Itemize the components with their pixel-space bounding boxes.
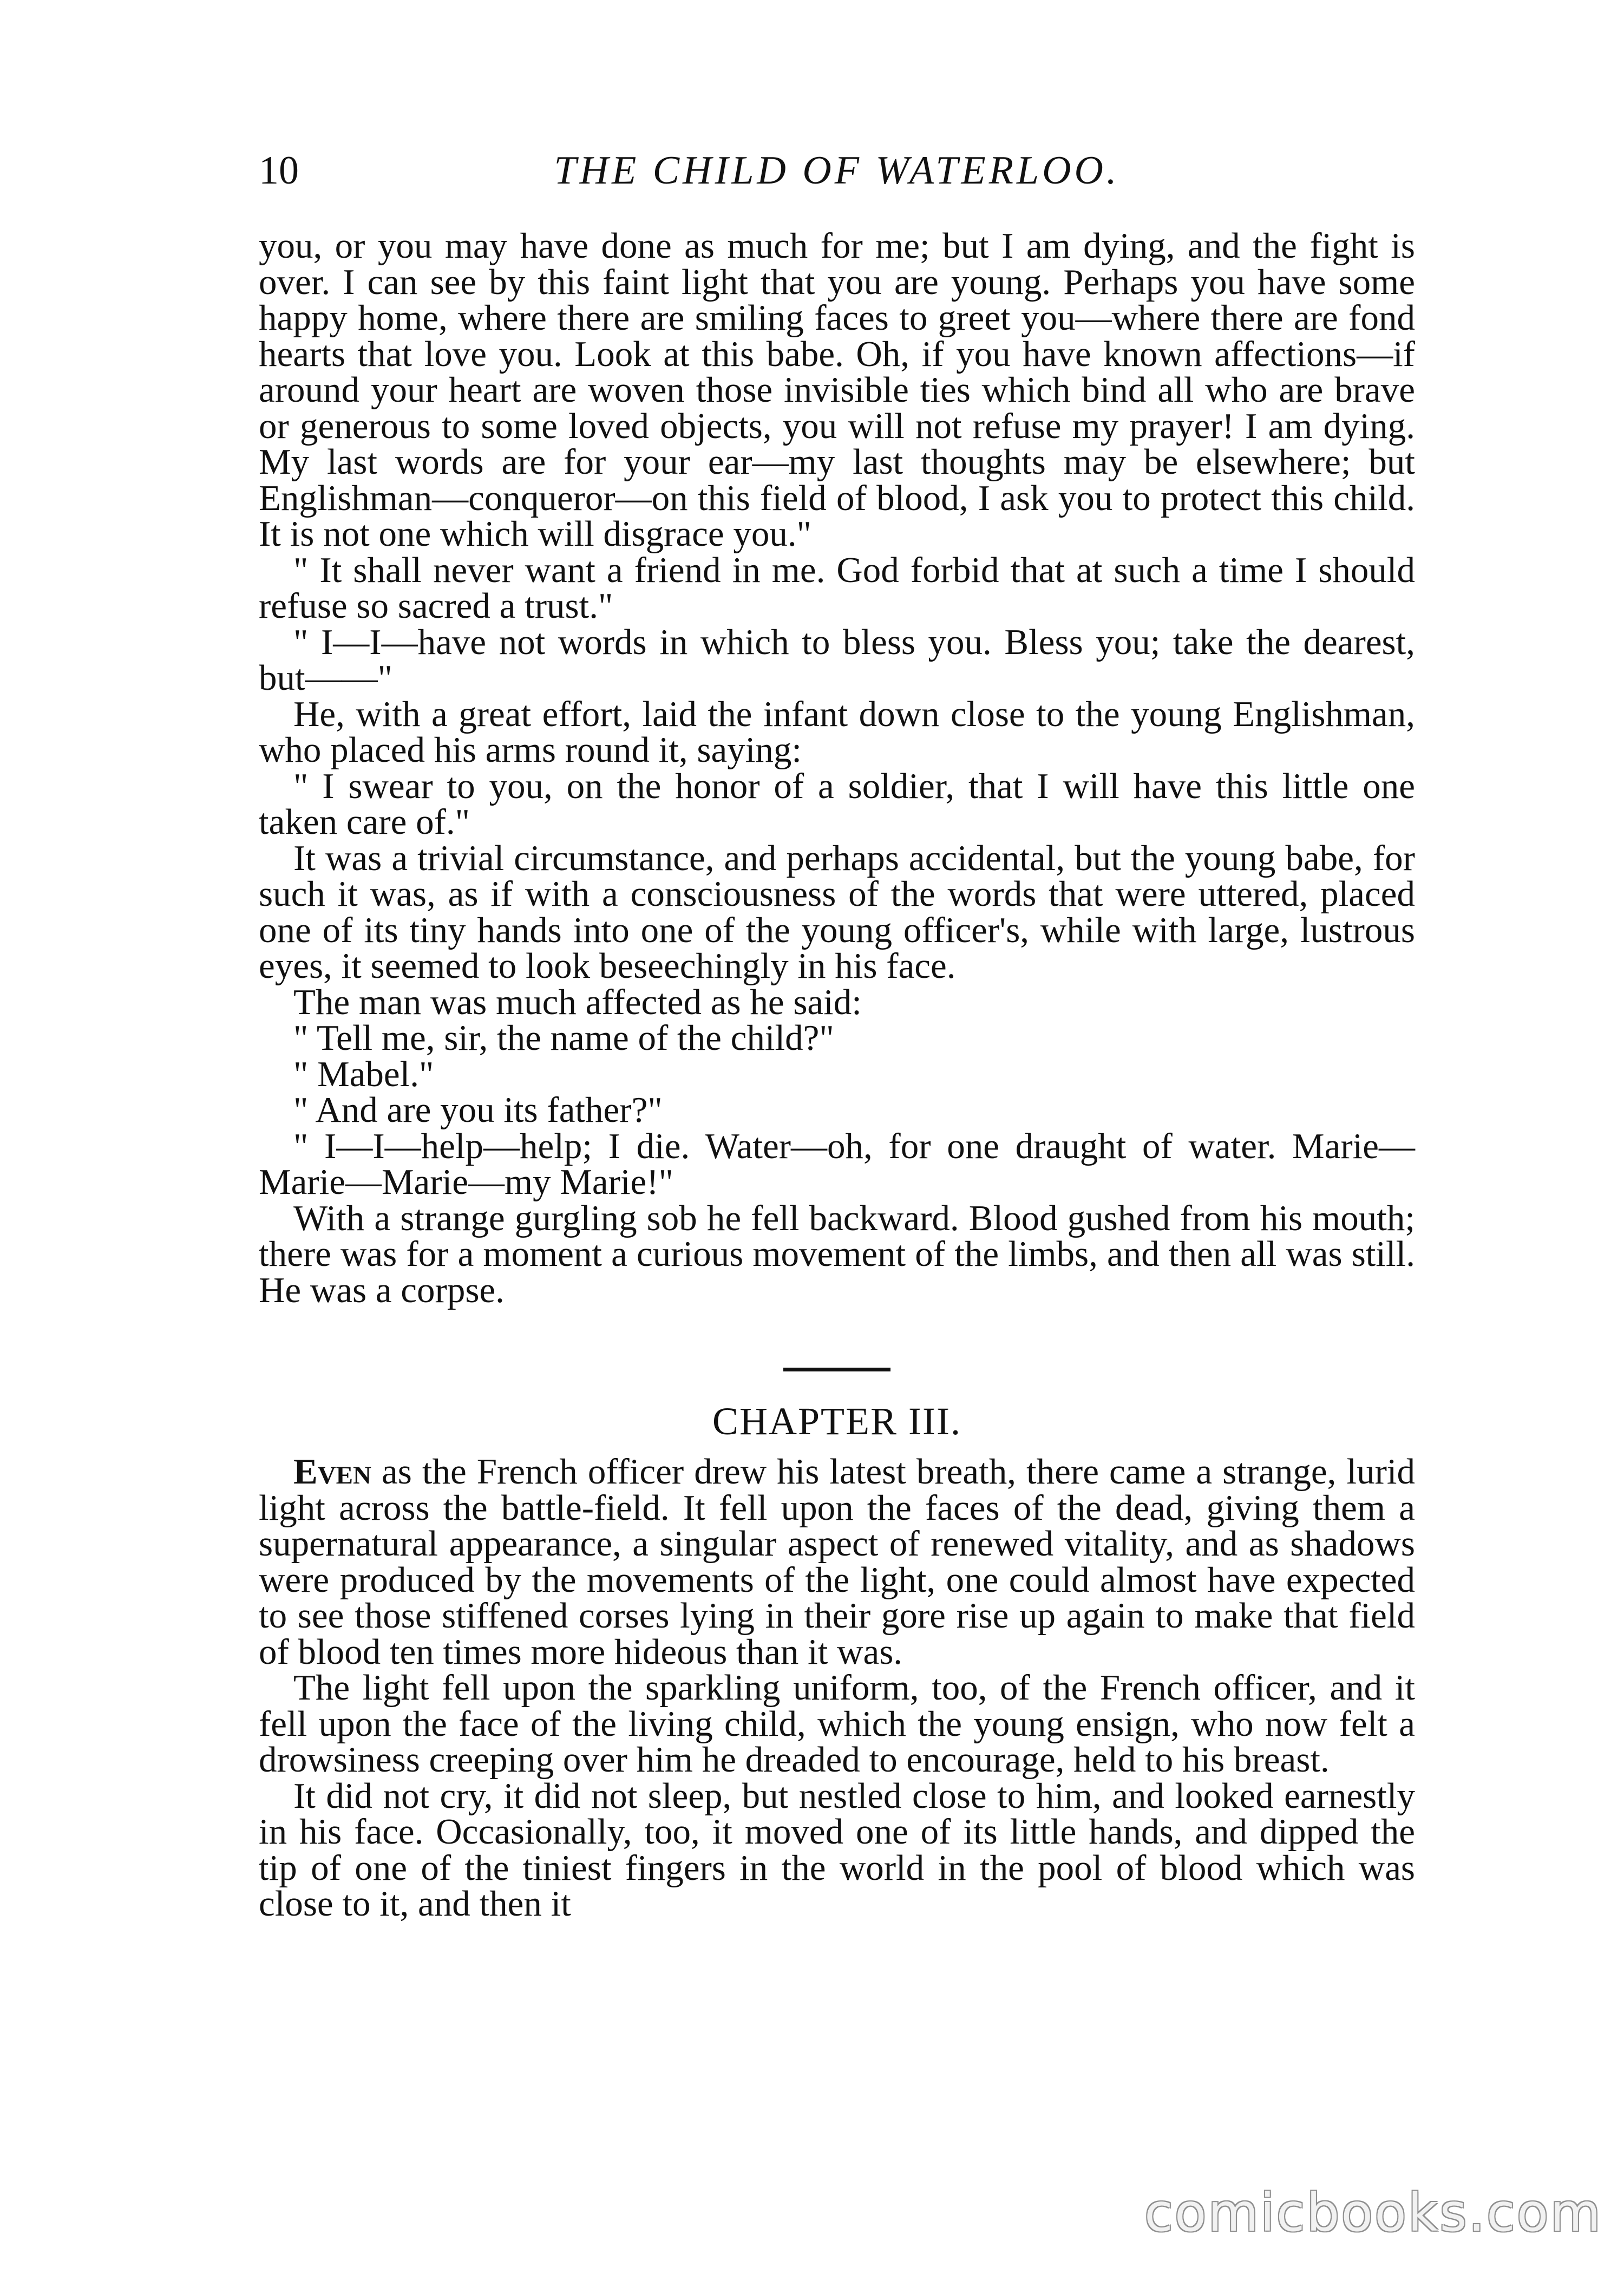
paragraph: " Tell me, sir, the name of the child?" bbox=[293, 1018, 834, 1058]
paragraph: you, or you may have done as much for me; but I am dying, and the fight is over. I can see by this faint light that you are young. Perhaps you have some happy home, where there are smiling faces to greet you—where there are fond hearts that love you. Look at this babe. Oh, if you have known affections—if around your heart are woven those invisible ties which bind all who are brave or generous to some loved objects, you will not refuse my prayer! I am dying. My last words are for your ear—my last thoughts may be elsewhere; but Englishman—conqueror—on this field of blood, I ask you to protect this child. It is not one which will disgrace you." bbox=[259, 226, 1415, 554]
paragraph: It did not cry, it did not sleep, but nestled close to him, and looked earnestly in his face. Occasionally, too, it moved one of its little hands, and dipped the tip of one of the tiniest fingers in the world in the pool of blood which was close to it, and then it bbox=[259, 1775, 1415, 1924]
site-watermark: comicbooks.com bbox=[1144, 2182, 1602, 2243]
book-page bbox=[259, 149, 1415, 1922]
section-divider-rule bbox=[783, 1368, 890, 1371]
paragraph: " Mabel." bbox=[293, 1054, 434, 1094]
chapter-heading: CHAPTER III. bbox=[712, 1400, 961, 1443]
paragraph: It was a trivial circumstance, and perhaps accidental, but the young babe, for such it was, as if with a consciousness of the words that were uttered, placed one of its tiny hands into one of the young officer's, while with large, lustrous eyes, it seemed to look beseechingly in his face. bbox=[259, 838, 1415, 986]
paragraph: He, with a great effort, laid the infant down close to the young Englishman, who placed his arms round it, saying: bbox=[259, 694, 1415, 770]
chapter-opening-paragraph bbox=[259, 1454, 1415, 1670]
chapter-opening-text: as the French officer drew his latest breath, there came a strange, lurid light across the battle-field. It fell upon the faces of the dead, giving them a supernatural appearance, a singular aspect of renewed vitality, and as shadows were produced by the movements of the light, one could almost have expected to see those stiffened corses lying in their gore rise up again to make that field of blood ten times more hideous than it was. bbox=[259, 1452, 1415, 1672]
paragraph: " I swear to you, on the honor of a soldier, that I will have this little one taken care of." bbox=[259, 766, 1415, 842]
paragraph: " I—I—have not words in which to bless you. Bless you; take the dearest, but——" bbox=[259, 622, 1415, 698]
page-number: 10 bbox=[259, 148, 299, 193]
paragraph: The man was much affected as he said: bbox=[293, 982, 862, 1022]
paragraph: " I—I—help—help; I die. Water—oh, for one draught of water. Marie—Marie—Marie—my Marie!" bbox=[259, 1126, 1415, 1202]
paragraph: The light fell upon the sparkling uniform, too, of the French officer, and it fell upon the face of the living child, which the young ensign, who now felt a drowsiness creeping over him he dreaded to encourage, held to his breast. bbox=[259, 1668, 1415, 1780]
running-title: THE CHILD OF WATERLOO. bbox=[554, 148, 1120, 193]
paragraph: With a strange gurgling sob he fell backward. Blood gushed from his mouth; there was for a moment a curious movement of the limbs, and then all was still. He was a corpse. bbox=[259, 1198, 1415, 1310]
chapter-lead-word: Even bbox=[293, 1452, 371, 1492]
paragraph: " It shall never want a friend in me. God forbid that at such a time I should refuse so sacred a trust." bbox=[259, 550, 1415, 626]
running-head bbox=[259, 149, 1415, 192]
paragraph: " And are you its father?" bbox=[293, 1090, 663, 1130]
